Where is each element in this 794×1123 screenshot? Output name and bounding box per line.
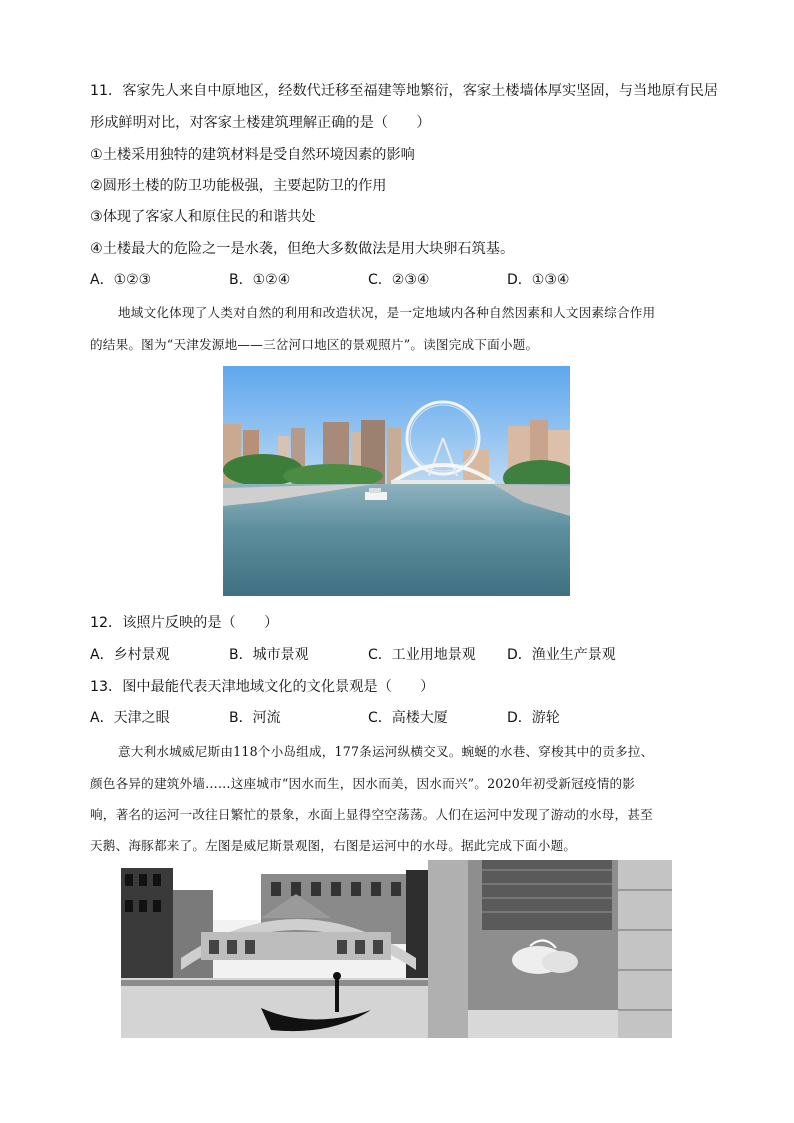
q13-option-d[interactable]: D．游轮: [507, 710, 560, 726]
q13-options: [90, 707, 690, 729]
q12-stem: 12．该照片反映的是（ ）: [90, 615, 279, 631]
q11-statement-1: ①土楼采用独特的建筑材料是受自然环境因素的影响: [90, 147, 415, 163]
passage1-line1: 地域文化体现了人类对自然的利用和改造状况，是一定地域内各种自然因素和人文因素综合作用: [118, 305, 656, 320]
q11-options: [90, 269, 690, 291]
q11-stem-line1: 11．客家先人来自中原地区，经数代迁移至福建等地繁衍，客家土楼墙体厚实坚固，与当地原有民居: [90, 83, 719, 99]
q11-option-c[interactable]: C．②③④: [368, 272, 430, 288]
tianjin-river-photo: [223, 366, 570, 596]
venice-landscape-photo: [121, 860, 428, 1038]
passage2-line3: 响，著名的运河一改往日繁忙的景象，水面上显得空空荡荡。人们在运河中发现了游动的水母，甚至: [90, 807, 653, 822]
passage2-line2: 颜色各异的建筑外墙……这座城市“因水而生，因水而美，因水而兴”。2020年初受新冠疫情的影: [90, 776, 636, 791]
passage2-line1: 意大利水城威尼斯由118个小岛组成，177条运河纵横交叉。蜿蜒的水巷、穿梭其中的贡多拉、: [118, 744, 654, 759]
q11-option-b[interactable]: B．①②④: [229, 272, 291, 288]
q13-option-c[interactable]: C．高楼大厦: [368, 710, 448, 726]
q13-option-a[interactable]: A．天津之眼: [90, 710, 170, 726]
q11-statement-3: ③体现了客家人和原住民的和谐共处: [90, 209, 316, 225]
q12-option-a[interactable]: A．乡村景观: [90, 647, 170, 663]
q11-statement-4: ④土楼最大的危险之一是水袭，但绝大多数做法是用大块卵石筑基。: [90, 241, 515, 257]
q12-option-c[interactable]: C．工业用地景观: [368, 647, 476, 663]
tianjin-photo-drawing: [223, 366, 570, 596]
venice-photo-drawing: [121, 860, 428, 1038]
q11-option-a[interactable]: A．①②③: [90, 272, 152, 288]
q13-option-b[interactable]: B．河流: [229, 710, 281, 726]
q11-stem-line2: 形成鲜明对比，对客家土楼建筑理解正确的是（ ）: [90, 115, 431, 131]
passage2-line4: 天鹅、海豚都来了。左图是威尼斯景观图，右图是运河中的水母。据此完成下面小题。: [90, 838, 577, 853]
passage1-line2: 的结果。图为“天津发源地——三岔河口地区的景观照片”。读图完成下面小题。: [90, 337, 539, 352]
q12-option-b[interactable]: B．城市景观: [229, 647, 309, 663]
q11-statement-2: ②圆形土楼的防卫功能极强，主要起防卫的作用: [90, 178, 387, 194]
q13-stem: 13．图中最能代表天津地域文化的文化景观是（ ）: [90, 679, 435, 695]
jellyfish-photo-drawing: [428, 860, 672, 1038]
q12-option-d[interactable]: D．渔业生产景观: [507, 647, 616, 663]
jellyfish-canal-photo: [428, 860, 672, 1038]
q11-option-d[interactable]: D．①③④: [507, 272, 570, 288]
q12-options: [90, 644, 690, 666]
